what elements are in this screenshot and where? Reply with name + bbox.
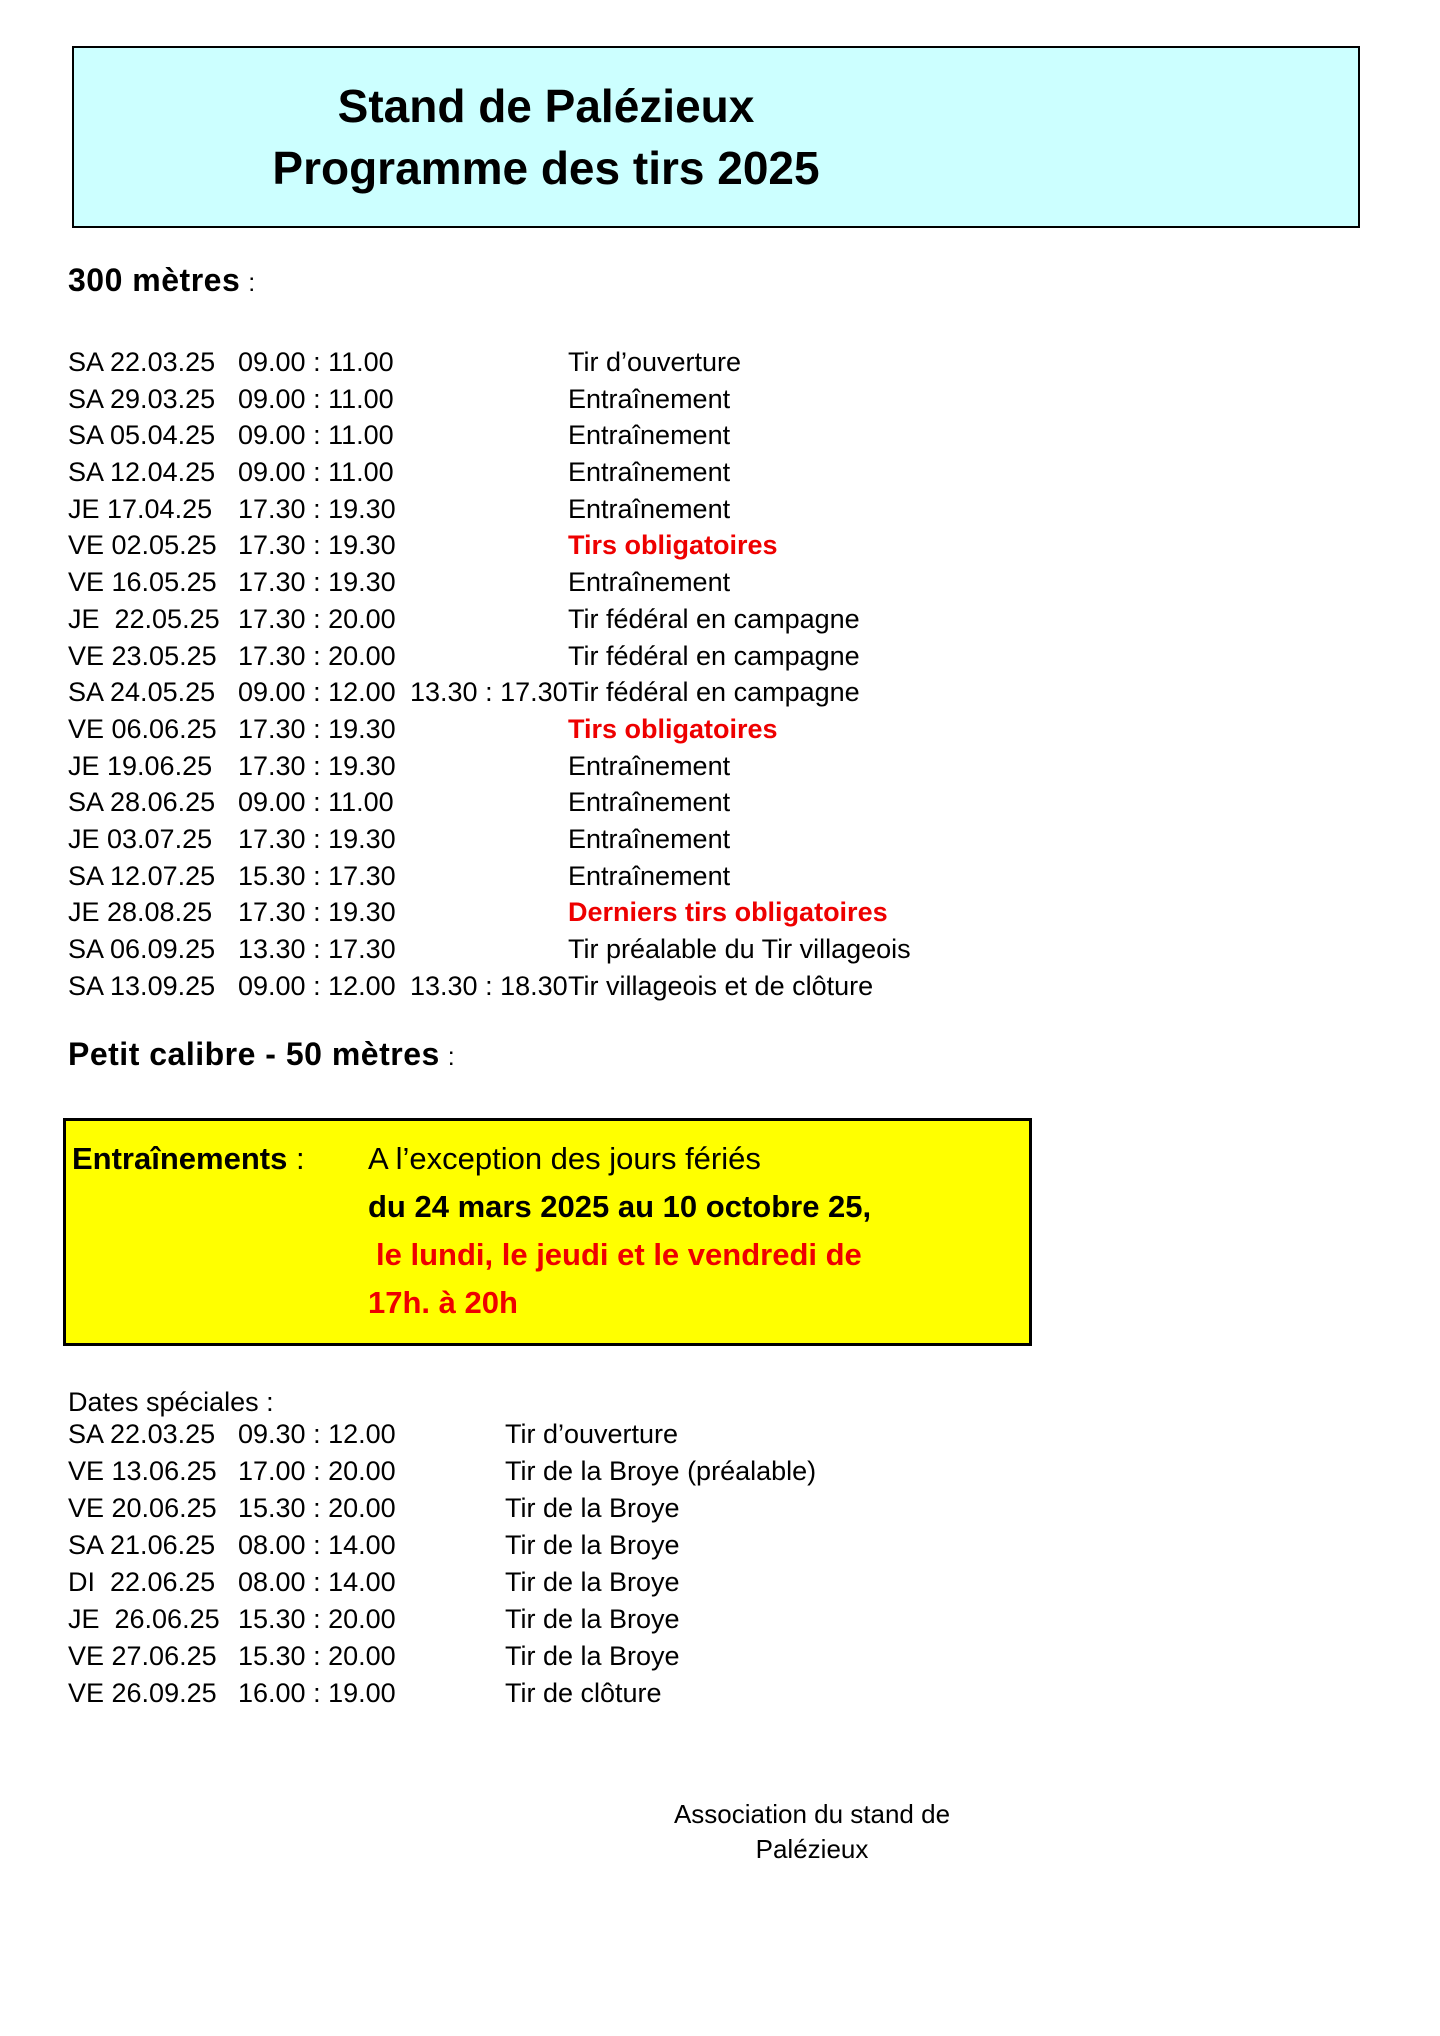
activity-cell: Tir fédéral en campagne — [568, 677, 860, 708]
schedule-row — [68, 381, 1198, 418]
activity-cell: Tir fédéral en campagne — [568, 640, 860, 671]
schedule-row — [68, 527, 1198, 564]
schedule-row — [68, 1416, 1198, 1453]
activity-cell: Entraînement — [568, 493, 731, 524]
date-cell: SA 12.07.25 — [68, 860, 216, 891]
date-cell: JE 26.06.25 — [68, 1604, 220, 1634]
schedule-row — [68, 1490, 1198, 1527]
time-cell-2: 13.30 : 18.30 — [410, 970, 568, 1001]
date-cell: SA 29.03.25 — [68, 383, 216, 414]
date-cell: SA 21.06.25 — [68, 1530, 216, 1560]
title-line-1: Stand de Palézieux — [337, 80, 755, 132]
date-cell: VE 20.06.25 — [68, 1493, 217, 1523]
time-cell-1: 17.30 : 19.30 — [238, 713, 396, 744]
time-cell: 08.00 : 14.00 — [238, 1567, 396, 1597]
time-cell-1: 17.30 : 20.00 — [238, 640, 396, 671]
schedule-table-special-dates — [68, 1416, 1198, 1712]
time-cell-1: 17.30 : 20.00 — [238, 603, 396, 634]
activity-cell: Entraînement — [568, 457, 731, 488]
activity-cell: Entraînement — [568, 860, 731, 891]
schedule-row — [68, 491, 1198, 528]
schedule-table-300m — [68, 344, 1198, 1004]
time-cell-1: 09.00 : 11.00 — [238, 347, 394, 377]
date-cell: SA 12.04.25 — [68, 457, 216, 488]
schedule-row — [68, 1564, 1198, 1601]
activity-cell: Entraînement — [568, 823, 731, 854]
date-cell: SA 06.09.25 — [68, 934, 216, 964]
time-cell: 08.00 : 14.00 — [238, 1530, 396, 1560]
time-cell: 15.30 : 20.00 — [238, 1493, 396, 1523]
time-cell-1: 09.00 : 11.00 — [238, 420, 394, 451]
time-cell-1: 17.30 : 19.30 — [238, 530, 396, 561]
time-cell: 17.00 : 20.00 — [238, 1456, 396, 1486]
special-dates-label: Dates spéciales : — [68, 1387, 274, 1417]
activity-cell: Tir de la Broye — [505, 1604, 680, 1634]
activity-cell: Tir préalable du Tir villageois — [568, 934, 911, 964]
footer-signature — [562, 1797, 1062, 1867]
time-cell-1: 09.00 : 12.00 — [238, 677, 396, 708]
schedule-row — [68, 1601, 1198, 1638]
date-cell: JE 17.04.25 — [68, 493, 213, 524]
date-cell: VE 27.06.25 — [68, 1641, 217, 1671]
schedule-row — [68, 1638, 1198, 1675]
time-cell-1: 09.00 : 12.00 — [238, 970, 396, 1001]
schedule-row — [68, 454, 1198, 491]
schedule-row — [68, 1675, 1198, 1712]
training-highlight-box — [63, 1118, 1032, 1346]
date-cell: JE 19.06.25 — [68, 750, 213, 781]
heading-text: 300 mètres — [68, 262, 241, 298]
date-cell: SA 22.03.25 — [68, 347, 216, 377]
activity-cell: Tirs obligatoires — [568, 713, 778, 744]
training-line-4: 17h. à 20h — [368, 1285, 518, 1320]
footer-line-1: Association du stand de — [673, 1799, 951, 1829]
title-box — [72, 46, 1360, 228]
date-cell: VE 13.06.25 — [68, 1456, 217, 1486]
training-line-1: A l’exception des jours fériés — [368, 1141, 761, 1176]
schedule-row — [68, 344, 1198, 381]
date-cell: JE 22.05.25 — [68, 603, 220, 634]
time-cell-1: 17.30 : 19.30 — [238, 823, 396, 854]
activity-cell: Derniers tirs obligatoires — [568, 897, 888, 928]
date-cell: VE 16.05.25 — [68, 567, 217, 598]
activity-cell: Tir villageois et de clôture — [568, 970, 874, 1001]
time-cell-1: 17.30 : 19.30 — [238, 567, 396, 598]
time-cell: 15.30 : 20.00 — [238, 1641, 396, 1671]
schedule-row — [68, 894, 1198, 931]
activity-cell: Tir de la Broye — [505, 1567, 680, 1597]
schedule-row — [68, 601, 1198, 638]
time-cell-1: 15.30 : 17.30 — [238, 860, 396, 891]
schedule-row — [68, 638, 1198, 675]
heading-colon: : — [248, 269, 256, 297]
schedule-row — [68, 711, 1198, 748]
activity-cell: Tir de la Broye — [505, 1641, 680, 1671]
schedule-row — [68, 1527, 1198, 1564]
schedule-row — [68, 931, 1198, 968]
activity-cell: Entraînement — [568, 567, 731, 598]
time-cell-1: 09.00 : 11.00 — [238, 457, 394, 488]
schedule-row — [68, 821, 1198, 858]
time-cell: 09.30 : 12.00 — [238, 1419, 396, 1449]
activity-cell: Tir d’ouverture — [505, 1419, 679, 1449]
heading-colon: : — [447, 1043, 456, 1071]
time-cell-1: 17.30 : 19.30 — [238, 493, 396, 524]
schedule-row — [68, 674, 1198, 711]
time-cell: 16.00 : 19.00 — [238, 1678, 396, 1708]
section-heading-300m — [68, 262, 256, 299]
date-cell: DI 22.06.25 — [68, 1567, 216, 1597]
activity-cell: Entraînement — [568, 383, 731, 414]
activity-cell: Entraînement — [568, 787, 731, 818]
schedule-row — [68, 417, 1198, 454]
activity-cell: Tir fédéral en campagne — [568, 603, 860, 634]
activity-cell: Tir d’ouverture — [568, 347, 742, 377]
date-cell: VE 23.05.25 — [68, 640, 217, 671]
time-cell: 15.30 : 20.00 — [238, 1604, 396, 1634]
activity-cell: Tir de la Broye (préalable) — [505, 1456, 817, 1486]
activity-cell: Tir de la Broye — [505, 1530, 680, 1560]
time-cell-1: 17.30 : 19.30 — [238, 897, 396, 928]
heading-text: Petit calibre - 50 mètres — [68, 1036, 440, 1072]
activity-cell: Tirs obligatoires — [568, 530, 778, 561]
schedule-row — [68, 858, 1198, 895]
footer-line-2: Palézieux — [755, 1834, 869, 1864]
schedule-row — [68, 1453, 1198, 1490]
activity-cell: Tir de clôture — [505, 1678, 662, 1708]
activity-cell: Entraînement — [568, 750, 731, 781]
activity-cell: Entraînement — [568, 420, 731, 451]
date-cell: SA 13.09.25 — [68, 970, 216, 1001]
time-cell-2: 13.30 : 17.30 — [410, 677, 568, 708]
date-cell: SA 28.06.25 — [68, 787, 216, 818]
date-cell: SA 24.05.25 — [68, 677, 216, 708]
date-cell: VE 06.06.25 — [68, 713, 217, 744]
training-line-3: le lundi, le jeudi et le vendredi de — [376, 1237, 862, 1272]
training-label: Entraînements : — [72, 1141, 305, 1176]
date-cell: JE 28.08.25 — [68, 897, 213, 928]
time-cell-1: 09.00 : 11.00 — [238, 383, 394, 414]
schedule-row — [68, 564, 1198, 601]
schedule-row — [68, 784, 1198, 821]
time-cell-1: 13.30 : 17.30 — [238, 934, 396, 964]
title-line-2: Programme des tirs 2025 — [272, 142, 820, 194]
schedule-row — [68, 968, 1198, 1005]
schedule-row — [68, 748, 1198, 785]
activity-cell: Tir de la Broye — [505, 1493, 680, 1523]
time-cell-1: 17.30 : 19.30 — [238, 750, 396, 781]
date-cell: SA 05.04.25 — [68, 420, 216, 451]
training-line-2: du 24 mars 2025 au 10 octobre 25, — [368, 1189, 872, 1224]
date-cell: VE 02.05.25 — [68, 530, 217, 561]
date-cell: JE 03.07.25 — [68, 823, 213, 854]
date-cell: SA 22.03.25 — [68, 1419, 216, 1449]
section-heading-50m — [68, 1036, 455, 1073]
time-cell-1: 09.00 : 11.00 — [238, 787, 394, 818]
date-cell: VE 26.09.25 — [68, 1678, 217, 1708]
